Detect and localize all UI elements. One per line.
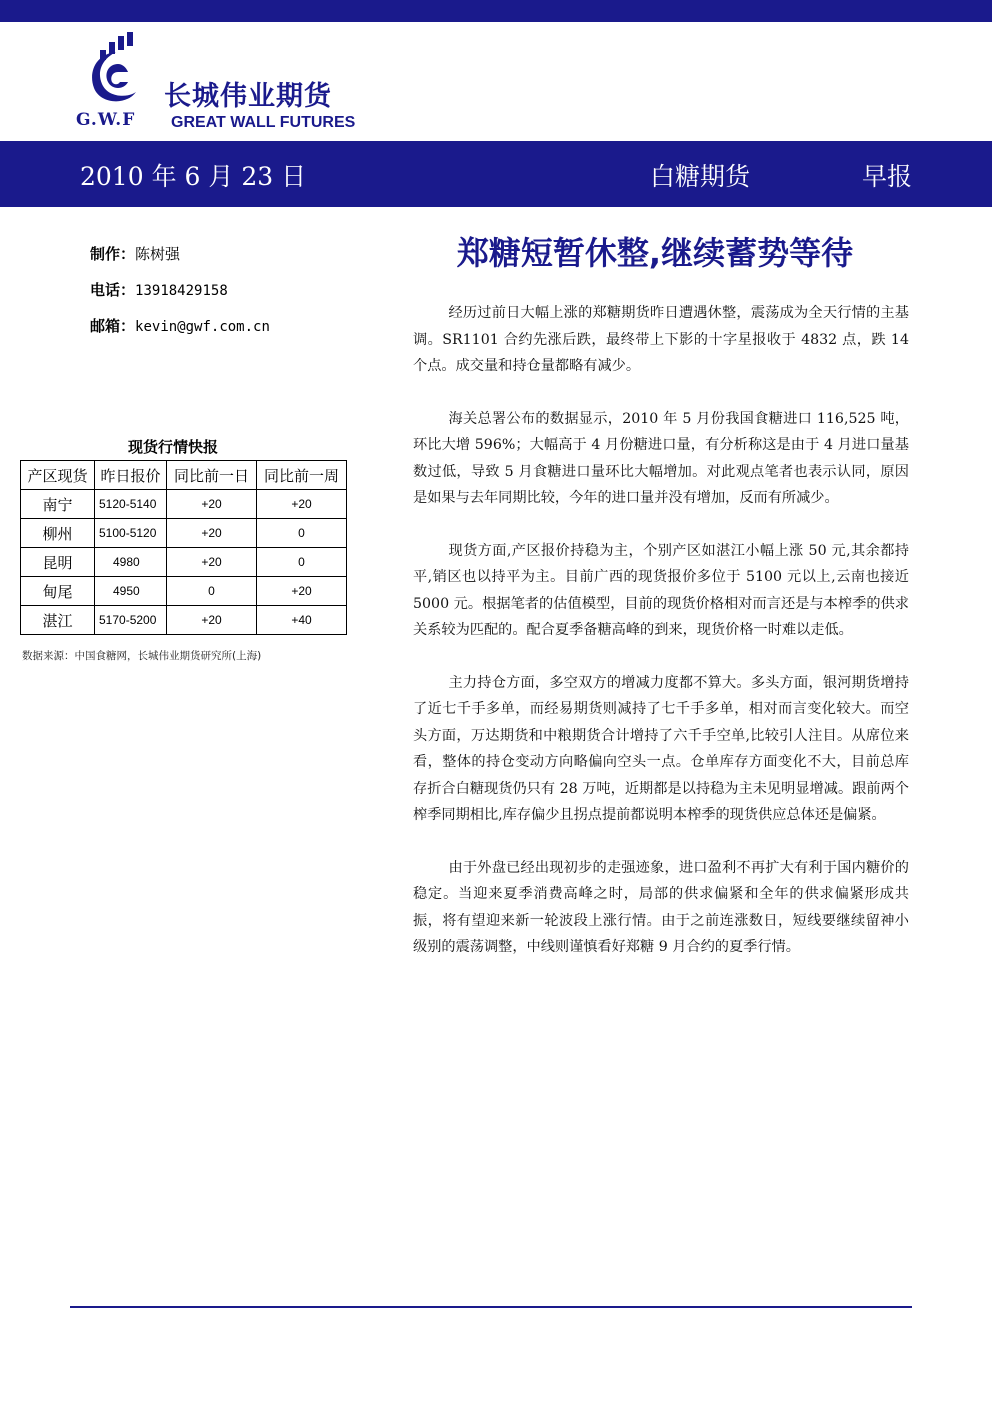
day-change-cell: +20 [167,606,257,635]
column-header-day-change: 同比前一日 [167,461,257,490]
company-logo[interactable] [76,32,376,136]
article-paragraph: 海关总署公布的数据显示，2010 年 5 月份我国食糖进口 116,525 吨，环比大增 596%；大幅高于 4 月份糖进口量，有分析称这是由于 4 月进口量基数过低，导致 5 月食糖进口量环比大幅增加。对此观点笔者也表示认同，原因是如果与去年同期比较，今年的进口量并没有增加，反而有所减少。 [413,410,909,506]
week-change-cell: 0 [257,519,347,548]
column-header-week-change: 同比前一周 [257,461,347,490]
table-row [21,577,347,606]
quote-table-title: 现货行情快报 [127,438,218,456]
logo-english-name: GREAT WALL FUTURES [171,114,356,131]
day-change-cell: +20 [167,548,257,577]
logo-abbreviation: G.W.F [76,110,136,130]
day-change-cell: +20 [167,519,257,548]
article-paragraph: 现货方面,产区报价持稳为主，个别产区如湛江小幅上涨 50 元,其余都持平,销区也以持平为主。目前广西的现货报价多位于 5100 元以上,云南也接近 5000 元。根据笔者的估值模型，目前的现货价格相对而言还是与本榨季的供求关系较为匹配的。配合夏季备糖高峰的到来，现货价格一时难以走低。 [413,542,909,638]
logo-chinese-name: 长城伟业期货 [164,81,332,112]
price-cell: 4980 [95,548,167,577]
week-change-cell: +20 [257,577,347,606]
phone-label: 电话 [90,281,121,299]
price-cell: 5120-5140 [95,490,167,519]
report-type: 早报 [862,162,913,191]
region-cell: 南宁 [21,490,95,519]
column-header-price: 昨日报价 [95,461,167,490]
author-email: 邮箱：kevin@gwf.com.cn [90,317,270,335]
week-change-cell: 0 [257,548,347,577]
article-paragraph: 主力持仓方面，多空双方的增减力度都不算大。多头方面，银河期货增持了近七千手多单，而经易期货则减持了七千手多单，相对而言变化较大。而空头方面，万达期货和中粮期货合计增持了六千手空单,比较引人注目。从席位来看，整体的持仓变动方向略偏向空头一点。仓单库存方面变化不大，目前总库存折合白糖现货仍只有 28 万吨，近期都是以持稳为主未见明显增减。跟前两个榨季同期相比,库存偏少且拐点提前都说明本榨季的现货供应总体还是偏紧。 [413,674,909,823]
maker-label: 制作 [90,245,121,263]
table-row [21,490,347,519]
email-address[interactable]: kevin@gwf.com.cn [135,319,270,335]
great-wall-logo-icon [86,32,148,110]
footer-divider [70,1306,912,1308]
report-header-band [0,141,992,207]
author-maker: 制作：陈树强 [90,245,181,263]
region-cell: 甸尾 [21,577,95,606]
price-cell: 4950 [95,577,167,606]
price-cell: 5170-5200 [95,606,167,635]
article-paragraph: 经历过前日大幅上涨的郑糖期货昨日遭遇休整，震荡成为全天行情的主基调。SR1101 合约先涨后跌，最终带上下影的十字星报收于 4832 点，跌 14 个点。成交量和持仓量都略有减少。 [413,305,909,374]
table-row [21,519,347,548]
price-cell: 5100-5120 [95,519,167,548]
region-cell: 昆明 [21,548,95,577]
table-row [21,606,347,635]
report-date: 2010 年 6 月 23 日 [80,162,307,191]
article-paragraph: 由于外盘已经出现初步的走强迹象，进口盈利不再扩大有利于国内糖价的稳定。当迎来夏季消费高峰之时，局部的供求偏紧和全年的供求偏紧形成共振，将有望迎来新一轮波段上涨行情。由于之前连涨数日，短线要继续留神小级别的震荡调整，中线则谨慎看好郑糖 9 月合约的夏季行情。 [413,859,909,955]
maker-name: 陈树强 [135,245,181,263]
day-change-cell: 0 [167,577,257,606]
table-header-row [21,461,347,490]
region-cell: 湛江 [21,606,95,635]
email-label: 邮箱 [90,317,121,335]
week-change-cell: +20 [257,490,347,519]
table-row [21,548,347,577]
week-change-cell: +40 [257,606,347,635]
spot-quote-table [20,460,347,635]
day-change-cell: +20 [167,490,257,519]
region-cell: 柳州 [21,519,95,548]
author-phone: 电话：13918429158 [90,281,228,299]
report-category: 白糖期货 [650,162,751,191]
top-brand-bar [0,0,992,22]
article-headline: 郑糖短暂休整,继续蓄势等待 [456,234,854,272]
phone-number: 13918429158 [135,283,228,299]
article-body [413,300,909,987]
data-source-note: 数据来源：中国食糖网，长城伟业期货研究所(上海) [22,650,262,662]
column-header-region: 产区现货 [21,461,95,490]
